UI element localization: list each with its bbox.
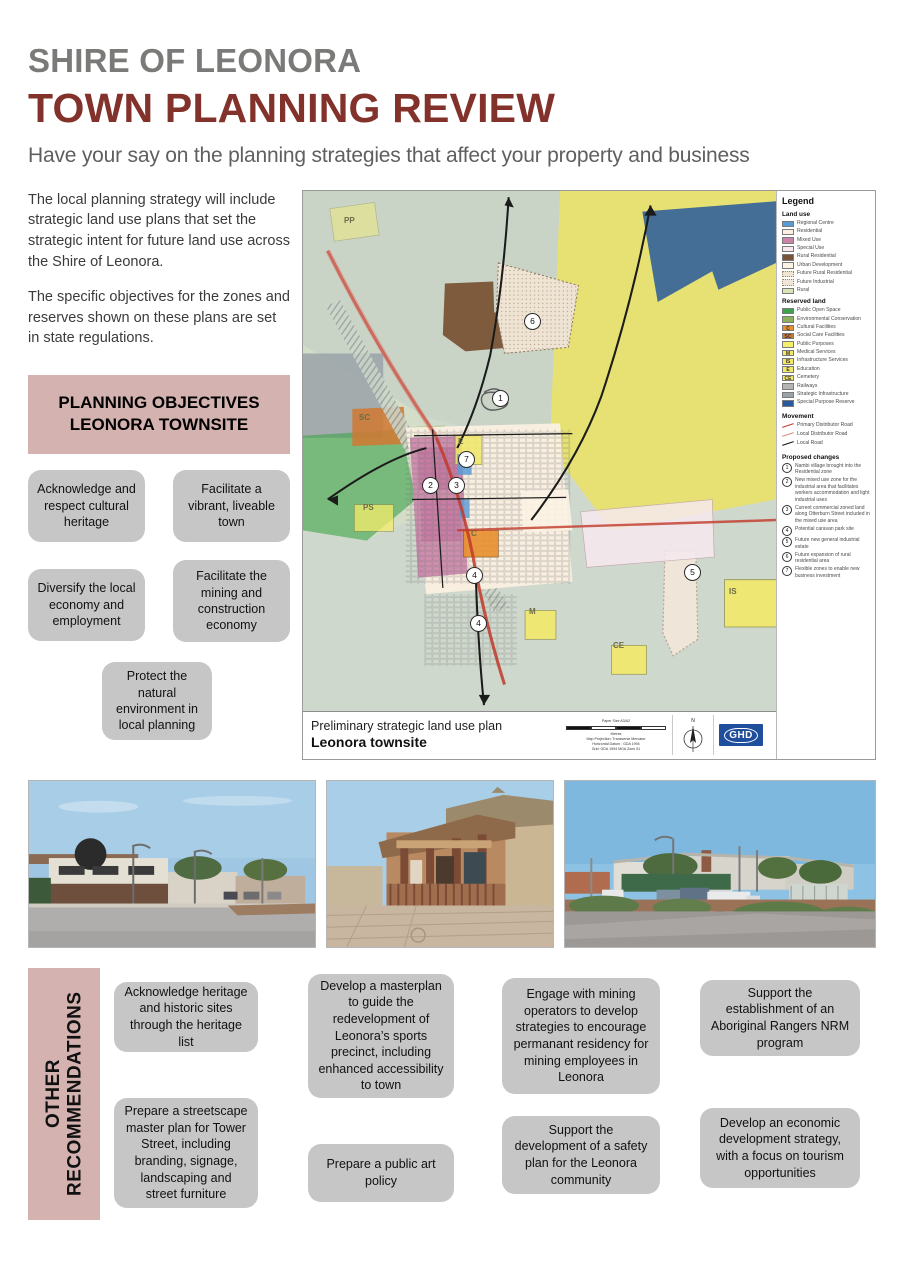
- map-title-block: [311, 719, 560, 752]
- intro-text-block: [28, 190, 290, 349]
- legend-section-reserved-land: Reserved land: [782, 298, 826, 306]
- legend-swatch: [782, 237, 794, 244]
- proposed-change-number: 7: [782, 566, 792, 576]
- ghd-logo-text: GHD: [724, 728, 757, 743]
- legend-label: Primary Distributor Road: [797, 421, 853, 428]
- legend-label: Future Rural Residential: [797, 270, 852, 277]
- map-canvas[interactable]: [303, 191, 777, 759]
- legend-item: [782, 332, 871, 339]
- planning-objectives-list: [28, 470, 290, 733]
- map-grid-note: Grid: GDA 1994 MGA Zone 51: [591, 746, 641, 751]
- main-content: [0, 190, 904, 760]
- legend-item: [782, 374, 871, 381]
- legend-section-land-use: Land use: [782, 210, 811, 218]
- objective-pill: Facilitate the mining and construction economy: [173, 560, 290, 642]
- proposed-change-item: [782, 463, 871, 476]
- legend-item: [782, 237, 871, 244]
- proposed-change-text: Current commercial zoned land along Otterburn Street included in the mixed use area: [795, 504, 870, 524]
- legend-label: Strategic Infrastructure: [797, 391, 849, 398]
- legend-swatch: [782, 392, 794, 399]
- other-recommendations-section: [0, 968, 904, 1220]
- legend-label: Future Industrial: [797, 278, 834, 285]
- legend-item: [782, 262, 871, 269]
- legend-item: [782, 391, 871, 398]
- legend-item: [782, 349, 871, 356]
- proposed-change-number: 6: [782, 552, 792, 562]
- ghd-logo-box: [719, 724, 763, 746]
- legend-swatch-CE: CE: [782, 375, 794, 382]
- scale-units-label: Metres: [610, 732, 622, 737]
- legend-swatch-C: C: [782, 325, 794, 332]
- page-subtitle: Have your say on the planning strategies that affect your property and business: [28, 143, 750, 167]
- legend-label: Public Purposes: [797, 340, 834, 347]
- paper-size-label: Paper Size A3/A2: [601, 719, 631, 724]
- legend-label: Social Care Facilities: [797, 332, 845, 339]
- map-title-line-1: Preliminary strategic land use plan: [311, 718, 503, 733]
- map-marker-7[interactable]: 7: [458, 451, 475, 468]
- zone-label-PS: PS: [363, 502, 374, 512]
- legend-land-use-items: [782, 220, 871, 294]
- recommendation-item: Engage with mining operators to develop strategies to encourage permanant residency for mining employees in Leonora: [502, 978, 660, 1094]
- road-line-icon: [782, 440, 794, 447]
- map-footer: [303, 711, 776, 759]
- legend-item: [782, 383, 871, 390]
- legend-label: Urban Development: [797, 261, 843, 268]
- objective-pill: Facilitate a vibrant, liveable town: [173, 470, 290, 542]
- proposed-change-number: 2: [782, 477, 792, 487]
- legend-swatch: [782, 254, 794, 261]
- legend-item: [782, 440, 871, 447]
- north-arrow-icon: [681, 715, 705, 755]
- map-title-line-2: Leonora townsite: [311, 734, 427, 751]
- recommendation-item: Acknowledge heritage and historic sites through the heritage list: [114, 982, 258, 1052]
- legend-item: [782, 279, 871, 286]
- road-line-icon: [782, 431, 794, 438]
- other-recommendations-label: OTHER RECOMMENDATIONS: [42, 991, 85, 1197]
- map-marker-1[interactable]: 1: [492, 390, 509, 407]
- zone-label-SC: SC: [359, 412, 371, 422]
- legend-swatch-E: E: [782, 366, 794, 373]
- photo-heritage-building-graphic: [327, 781, 553, 947]
- legend-label: Environmental Conservation: [797, 315, 861, 322]
- proposed-change-text: New mixed use zone for the industrial area that facilitates workers accommodation and light industrial uses: [795, 477, 870, 503]
- legend-label: Railways: [797, 382, 818, 389]
- ghd-logo: [714, 724, 768, 746]
- legend-label: Local Road: [797, 439, 823, 446]
- legend-label: Special Use: [797, 245, 825, 252]
- legend-item: [782, 422, 871, 429]
- legend-section-movement: Movement: [782, 412, 814, 420]
- proposed-change-number: 3: [782, 505, 792, 515]
- map-marker-2[interactable]: 2: [422, 477, 439, 494]
- legend-label: Regional Centre: [797, 219, 834, 226]
- map-marker-4[interactable]: 4: [466, 567, 483, 584]
- legend-swatch: [782, 308, 794, 315]
- legend-section-proposed-changes: Proposed changes: [782, 453, 840, 461]
- legend-swatch: [782, 400, 794, 407]
- recommendation-item: Develop a masterplan to guide the redevelopment of Leonora’s sports precinct, including enhanced accessibility to town: [308, 974, 454, 1098]
- map-projection-note: Map Projection: Transverse Mercator: [586, 736, 646, 741]
- zone-label-M: M: [529, 606, 536, 616]
- proposed-change-item: [782, 566, 871, 579]
- proposed-change-text: Flexible zones to enable new business investment: [795, 566, 860, 579]
- recommendation-item: Prepare a streetscape master plan for Tower Street, including branding, signage, landscaping and street furniture: [114, 1098, 258, 1208]
- legend-item: [782, 253, 871, 260]
- legend-label: Special Purpose Reserve: [797, 399, 855, 406]
- legend-label: Rural: [797, 287, 810, 294]
- legend-swatch: [782, 271, 794, 278]
- legend-swatch: [782, 383, 794, 390]
- proposed-change-text: Potential caravan park site: [795, 525, 854, 532]
- zone-label-PP: PP: [344, 215, 355, 225]
- legend-label: Residential: [797, 228, 823, 235]
- legend-label: Public Open Space: [797, 307, 841, 314]
- legend-movement-items: [782, 422, 871, 447]
- legend-label: Mixed Use: [797, 236, 822, 243]
- shire-name: SHIRE OF LEONORA: [28, 42, 362, 79]
- north-arrow: [672, 715, 714, 755]
- legend-reserved-land-items: [782, 307, 871, 406]
- road-line-icon: [782, 422, 794, 429]
- objective-pill: Diversify the local economy and employment: [28, 569, 145, 641]
- legend-item: [782, 341, 871, 348]
- zone-label-CE: CE: [613, 640, 625, 650]
- map-marker-3[interactable]: 3: [448, 477, 465, 494]
- objectives-heading-line-1: PLANNING OBJECTIVES: [58, 392, 260, 412]
- planning-objectives-heading: [28, 375, 290, 454]
- legend-swatch: [782, 229, 794, 236]
- intro-paragraph-1: The local planning strategy will include strategic land use plans that set the strategic intent for future land use across the Shire of Leonora.: [28, 191, 290, 270]
- strategic-land-use-map-graphic: [303, 191, 776, 726]
- legend-item: [782, 287, 871, 294]
- photo-heritage-building: [326, 780, 554, 948]
- proposed-change-item: [782, 537, 871, 550]
- legend-swatch: [782, 288, 794, 295]
- legend-swatch-SC: SC: [782, 333, 794, 340]
- legend-label: Medical Services: [797, 349, 836, 356]
- objectives-heading-line-2: LEONORA TOWNSITE: [69, 415, 249, 435]
- legend-swatch: [782, 279, 794, 286]
- legend-swatch-IS: IS: [782, 358, 794, 365]
- proposed-change-number: 1: [782, 463, 792, 473]
- legend-item: [782, 220, 871, 227]
- legend-item: [782, 270, 871, 277]
- photo-main-street-streetscape: [28, 780, 316, 948]
- svg-text:N: N: [691, 718, 695, 725]
- left-column: [28, 190, 290, 733]
- proposed-change-item: [782, 477, 871, 503]
- legend-item: [782, 399, 871, 406]
- recommendation-item: Prepare a public art policy: [308, 1144, 454, 1202]
- legend-item: [782, 228, 871, 235]
- land-use-map-panel: [302, 190, 876, 760]
- legend-item: [782, 431, 871, 438]
- legend-label: Cultural Facilities: [797, 323, 836, 330]
- legend-swatch: [782, 341, 794, 348]
- objective-pill: Protect the natural environment in local planning: [102, 662, 212, 740]
- zone-label-E: E: [458, 436, 464, 446]
- map-legend: [777, 191, 875, 759]
- intro-paragraph-2: The specific objectives for the zones and reserves shown on these plans are set in state regulations.: [28, 289, 290, 347]
- legend-item: [782, 245, 871, 252]
- legend-swatch: [782, 316, 794, 323]
- legend-label: Infrastructure Services: [797, 357, 848, 364]
- map-datum-note: Horizontal Datum : GDA 1994: [592, 741, 640, 746]
- legend-label: Cemetery: [797, 374, 820, 381]
- map-scale-bar: [560, 719, 672, 751]
- zone-label-C: C: [471, 528, 477, 538]
- scale-bar-graphic: [566, 726, 666, 730]
- recommendation-item: Support the development of a safety plan for the Leonora community: [502, 1116, 660, 1194]
- legend-item: [782, 307, 871, 314]
- legend-swatch: [782, 221, 794, 228]
- proposed-change-number: 5: [782, 537, 792, 547]
- proposed-change-text: Future new general industrial estate: [795, 537, 860, 550]
- legend-proposed-changes-items: [782, 463, 871, 580]
- map-marker-5[interactable]: 5: [684, 564, 701, 581]
- photo-main-street-graphic: [29, 781, 315, 947]
- other-recommendations-band: [28, 968, 100, 1220]
- legend-swatch: [782, 262, 794, 269]
- legend-item: [782, 357, 871, 364]
- recommendation-item: Support the establishment of an Aboriginal Rangers NRM program: [700, 980, 860, 1056]
- legend-label: Rural Residential: [797, 253, 836, 260]
- map-marker-6[interactable]: 6: [524, 313, 541, 330]
- photo-town-buildings-vehicles: [564, 780, 876, 948]
- legend-swatch-M: M: [782, 350, 794, 357]
- legend-title: Legend: [782, 195, 815, 206]
- recommendations-list: [114, 968, 890, 1220]
- proposed-change-text: Nambi village brought into the Residential zone: [795, 462, 862, 476]
- proposed-change-text: Future expansion of rural residential area: [795, 551, 851, 565]
- proposed-change-item: [782, 552, 871, 565]
- proposed-change-item: [782, 505, 871, 525]
- map-marker-4-secondary[interactable]: 4: [470, 615, 487, 632]
- objective-pill: Acknowledge and respect cultural heritage: [28, 470, 145, 542]
- page-title: TOWN PLANNING REVIEW: [28, 84, 556, 131]
- zone-label-IS: IS: [729, 586, 737, 596]
- proposed-change-number: 4: [782, 526, 792, 536]
- photo-strip: [0, 780, 904, 948]
- recommendation-item: Develop an economic development strategy, with a focus on tourism opportunities: [700, 1108, 860, 1188]
- legend-label: Education: [797, 365, 820, 372]
- legend-label: Local Distributor Road: [797, 430, 848, 437]
- page-header: [0, 0, 904, 168]
- legend-item: [782, 366, 871, 373]
- legend-swatch: [782, 246, 794, 253]
- proposed-change-item: [782, 526, 871, 536]
- photo-town-buildings-graphic: [565, 781, 875, 947]
- legend-item: [782, 316, 871, 323]
- legend-item: [782, 324, 871, 331]
